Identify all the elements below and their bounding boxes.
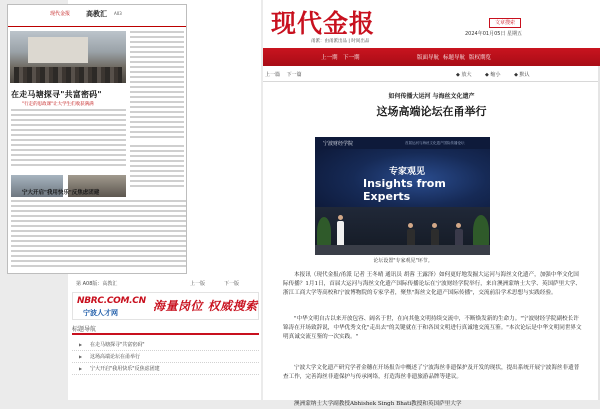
photo-speaker-head <box>338 215 343 220</box>
text-size-tools <box>456 71 542 78</box>
title-nav-heading: 标题导航 <box>72 326 97 333</box>
layout-nav-link[interactable]: 版面导航 <box>417 55 440 61</box>
article-divider <box>263 81 600 82</box>
title-nav-link[interactable]: 标题导航 <box>443 55 466 61</box>
default-size-button[interactable]: ◆ 默认 <box>514 72 530 78</box>
article-panel <box>263 66 600 407</box>
page-pager <box>72 277 259 291</box>
next-article-link[interactable]: 下一篇 <box>286 72 302 78</box>
photo-screen-title-en: Insights from Experts <box>363 177 446 203</box>
thumbnail-masthead-left: 现代金报 <box>50 11 71 17</box>
photo-panelist-3 <box>455 229 463 245</box>
photo-screen-title-cn: 专家观见 <box>389 167 426 177</box>
edition-label: 第 A08版：高教汇 <box>76 281 118 287</box>
default-size-label: 默认 <box>519 72 530 78</box>
ad-slogan: 海量岗位 权威搜索 <box>153 299 258 313</box>
article-search-button[interactable]: 文章搜索 <box>489 18 521 28</box>
photo-panelist-2 <box>431 229 439 245</box>
photo-plant-right <box>473 215 489 247</box>
masthead-logo[interactable]: 现代金报 <box>271 9 376 38</box>
article-paragraph: 澳洲蒙纳士大学副教授Abhishek Singh Bhati教授和英国萨里大学 <box>294 401 462 407</box>
title-nav-divider <box>72 333 259 335</box>
issue-date: 2024年01月05日 星期五 <box>465 31 523 37</box>
thumbnail-body-text <box>11 109 126 169</box>
photo-brand-text: 宁波财经学院 <box>323 141 354 147</box>
prev-article-link[interactable]: 上一篇 <box>265 72 281 78</box>
sponsor-line: 甬派：由甬派出品 | 时间出品 <box>311 39 370 44</box>
photo-speaker <box>337 221 344 245</box>
title-nav-item[interactable]: ▶ 宁大开启"我用快乐"反焦虑团建 <box>72 363 259 375</box>
thumbnail-masthead <box>8 5 186 27</box>
thumbnail-body-text-2 <box>11 200 186 270</box>
next-issue-link[interactable]: 下一期 <box>343 55 360 61</box>
article-headline: 这场高端论坛在甬举行 <box>376 105 487 118</box>
photo-panelist-3-head <box>456 223 461 228</box>
article-kicker: 如何传播大运河 与海丝文化遗产 <box>388 93 475 100</box>
photo-plant-left <box>317 217 331 247</box>
thumbnail-side-column-2 <box>130 145 184 190</box>
thumbnail-headline: 在走马塘探寻"共富密码" <box>11 90 102 99</box>
page-thumbnail[interactable] <box>7 4 187 274</box>
article-paragraph: "中华文明自古以来开放包容、阔名于世，在向其他文明持续交流中，不断焕发新的生命力。"宁波财经学院副校长许锦涛在开场致辞说，中华优秀文化"走出去"的关键就在于和各国文明进行真诚地交流互鉴。"本次论坛是中华文明同世界文明真诚交流互鉴的一次实践。" <box>283 316 582 340</box>
photo-panelist-2-head <box>432 223 437 228</box>
prev-page-link[interactable]: 上一版 <box>190 281 206 287</box>
title-nav-list <box>72 339 259 375</box>
thumbnail-section: 高教汇 <box>86 10 107 18</box>
zoom-in-label: 放大 <box>461 72 472 78</box>
photo-panelist-1 <box>407 229 415 245</box>
thumbnail-subhead: "行走的思政课"让大学生们收获满满 <box>22 102 94 107</box>
thumbnail-building-shape <box>28 37 88 63</box>
zoom-in-button[interactable]: ◆ 放大 <box>456 72 472 78</box>
thumbnail-side-column <box>130 31 184 141</box>
photo-caption: 论坛设置"专家观见"环节。 <box>373 258 433 264</box>
prev-issue-link[interactable]: 上一期 <box>321 55 338 61</box>
next-page-link[interactable]: 下一版 <box>224 281 240 287</box>
thumbnail-crowd-shape <box>14 67 122 83</box>
photo-stage-table <box>315 245 490 255</box>
edition-archive-link[interactable]: 版权期览 <box>469 55 492 61</box>
article-paragraph: 本报讯（现代金报/甬派 记者 王冬晴 通讯员 胡蓉 王露泽）如何更好地发掘大运河与海丝文化遗产，加强中华文化国际传播？1月1日，首届大运河与海丝文化遗产国际传播论坛在宁波财经学院举行，来自澳洲蒙纳士大学、英国萨里大学、浙江工商大学等高校和宁波博物院的专家学者，聚焦"海丝文化遗产国际传播"，交流前沿学术思想与实践经验。 <box>283 272 581 296</box>
article-pager <box>265 71 307 78</box>
article-photo[interactable] <box>315 137 490 255</box>
photo-banner-subtitle: 首届运河与海丝文化遗产国际传播论坛 <box>405 141 465 145</box>
ad-logo-name: 宁波人才网 <box>83 309 118 317</box>
ad-logo-url: NBRC.COM.CN <box>77 296 146 306</box>
page-header <box>263 0 600 48</box>
top-nav-bar <box>263 48 600 66</box>
title-nav-item[interactable]: ▶ 在走马塘探寻"共富密码" <box>72 339 259 351</box>
article-paragraph: 宁波大学文化遗产研究学者金穗在开场报告中概述了宁波海丝非遗保护及开发的现状，提出系统开展宁波海丝非遗普查工作，完善海丝非遗保护与传承网络，打造海丝非遗旅游品牌等建议。 <box>283 365 580 380</box>
photo-panelist-1-head <box>408 223 413 228</box>
thumbnail-page-number: A03 <box>114 11 122 16</box>
thumbnail-headline-2: 宁大开启"我用快乐"反焦虑团建 <box>22 190 100 196</box>
title-nav-item[interactable]: ▶ 这场高端论坛在甬举行 <box>72 351 259 363</box>
zoom-out-button[interactable]: ◆ 缩小 <box>485 72 501 78</box>
thumbnail-main-photo <box>10 31 126 83</box>
ad-banner[interactable] <box>72 292 259 320</box>
zoom-out-label: 缩小 <box>490 72 501 78</box>
